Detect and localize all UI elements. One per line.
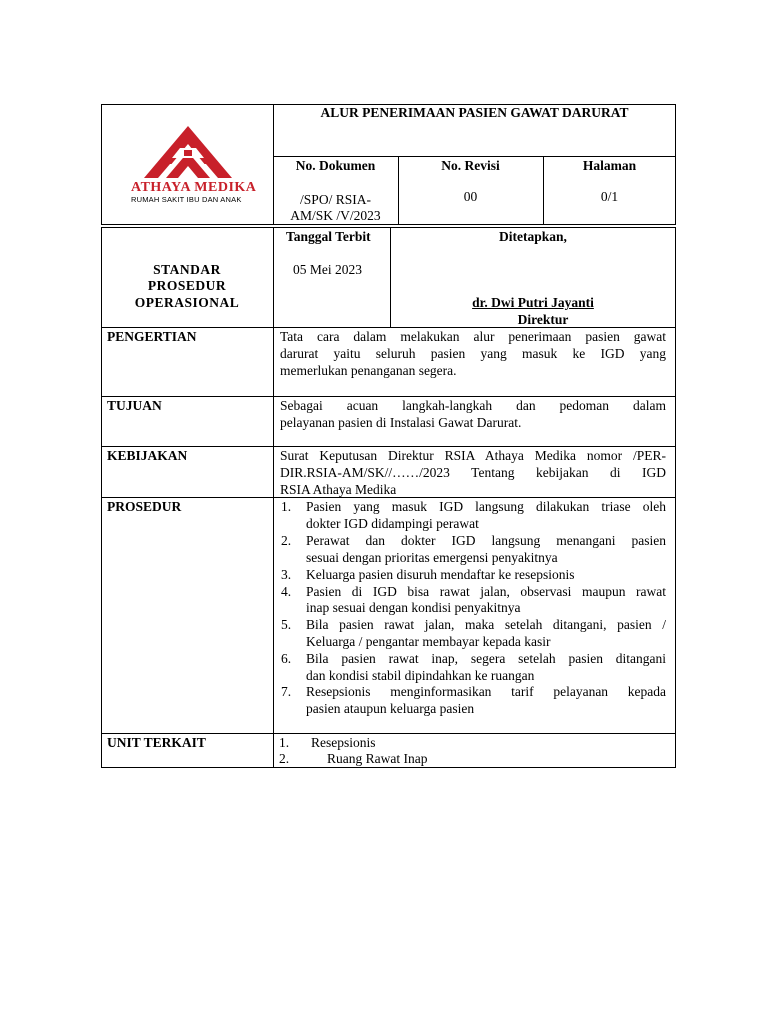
- sop-label-line3: OPERASIONAL: [134, 295, 240, 310]
- tujuan-line2: pelayanan pasien di Instalasi Gawat Darurat.: [280, 415, 522, 430]
- pengertian-line2: darurat yaitu seluruh pasien yang masuk ke IGD yang: [280, 346, 666, 361]
- kebijakan-label: KEBIJAKAN: [107, 448, 188, 463]
- prosedur-4-line2: inap sesuai dengan kondisi penyakitnya: [306, 600, 521, 615]
- page-value: 0/1: [600, 189, 619, 204]
- logo-subtitle: RUMAH SAKIT IBU DAN ANAK: [131, 195, 242, 204]
- issue-date-value: 05 Mei 2023: [293, 262, 362, 277]
- tujuan-line1: Sebagai acuan langkah-langkah dan pedoman dalam: [280, 398, 666, 413]
- kebijakan-line2: DIR.RSIA-AM/SK//……/2023 Tentang kebijakan di IGD: [280, 465, 666, 480]
- unit-num-1: 1.: [279, 735, 290, 750]
- prosedur-num-4: 4.: [281, 584, 292, 599]
- unit-num-2: 2.: [279, 751, 290, 766]
- prosedur-num-5: 5.: [281, 617, 292, 632]
- revision-label: No. Revisi: [441, 158, 500, 173]
- tujuan-label: TUJUAN: [107, 398, 162, 413]
- prosedur-6-line2: dan kondisi stabil dipindahkan ke ruangan: [306, 668, 535, 683]
- prosedur-num-3: 3.: [281, 567, 292, 582]
- prosedur-1-line2: dokter IGD didampingi perawat: [306, 516, 479, 531]
- prosedur-label: PROSEDUR: [107, 499, 182, 514]
- prosedur-num-2: 2.: [281, 533, 292, 548]
- prosedur-5-line2: Keluarga / pengantar membayar kepada kasir: [306, 634, 551, 649]
- logo-name: ATHAYA MEDIKA: [131, 180, 257, 195]
- pengertian-label: PENGERTIAN: [107, 329, 197, 344]
- page-label: Halaman: [582, 158, 637, 173]
- prosedur-num-1: 1.: [281, 499, 292, 514]
- document-title: ALUR PENERIMAAN PASIEN GAWAT DARURAT: [320, 105, 629, 120]
- director-name: dr. Dwi Putri Jayanti: [472, 295, 594, 310]
- unit-name-1: Resepsionis: [311, 735, 376, 750]
- sop-label-line1: STANDAR: [153, 262, 221, 277]
- prosedur-num-6: 6.: [281, 651, 292, 666]
- prosedur-7-line2: pasien ataupun keluarga pasien: [306, 701, 475, 716]
- hospital-logo: [128, 126, 257, 206]
- prosedur-2-line1: Perawat dan dokter IGD langsung menangani pasien: [306, 533, 666, 548]
- prosedur-5-line1: Bila pasien rawat jalan, maka setelah ditangani, pasien /: [306, 617, 666, 632]
- doc-number-line1: /SPO/ RSIA-: [300, 192, 371, 207]
- kebijakan-line1: Surat Keputusan Direktur RSIA Athaya Medika nomor /PER-: [280, 448, 666, 463]
- kebijakan-line3: RSIA Athaya Medika: [280, 482, 397, 497]
- established-label: Ditetapkan,: [499, 229, 567, 244]
- pengertian-line3: memerlukan penanganan segera.: [280, 363, 457, 378]
- issue-date-label: Tanggal Terbit: [286, 229, 371, 244]
- unit-name-2: Ruang Rawat Inap: [327, 751, 428, 766]
- prosedur-2-line2: sesuai dengan prioritas emergensi penyakitnya: [306, 550, 558, 565]
- prosedur-4-line1: Pasien di IGD bisa rawat jalan, observasi maupun rawat: [306, 584, 666, 599]
- revision-value: 00: [463, 189, 478, 204]
- prosedur-3-line1: Keluarga pasien disuruh mendaftar ke resepsionis: [306, 567, 575, 582]
- director-title: Direktur: [517, 312, 569, 327]
- unit-terkait-label: UNIT TERKAIT: [107, 735, 206, 750]
- pengertian-line1: Tata cara dalam melakukan alur penerimaan pasien gawat: [280, 329, 666, 344]
- prosedur-1-line1: Pasien yang masuk IGD langsung dilakukan triase oleh: [306, 499, 666, 514]
- prosedur-num-7: 7.: [281, 684, 292, 699]
- doc-number-label: No. Dokumen: [295, 158, 376, 173]
- sop-label-line2: PROSEDUR: [147, 278, 227, 293]
- doc-number-line2: AM/SK /V/2023: [290, 208, 381, 223]
- prosedur-6-line1: Bila pasien rawat inap, segera setelah pasien ditangani: [306, 651, 666, 666]
- prosedur-7-line1: Resepsionis menginformasikan tarif pelayanan kepada: [306, 684, 666, 699]
- logo-mark-icon: [140, 126, 236, 182]
